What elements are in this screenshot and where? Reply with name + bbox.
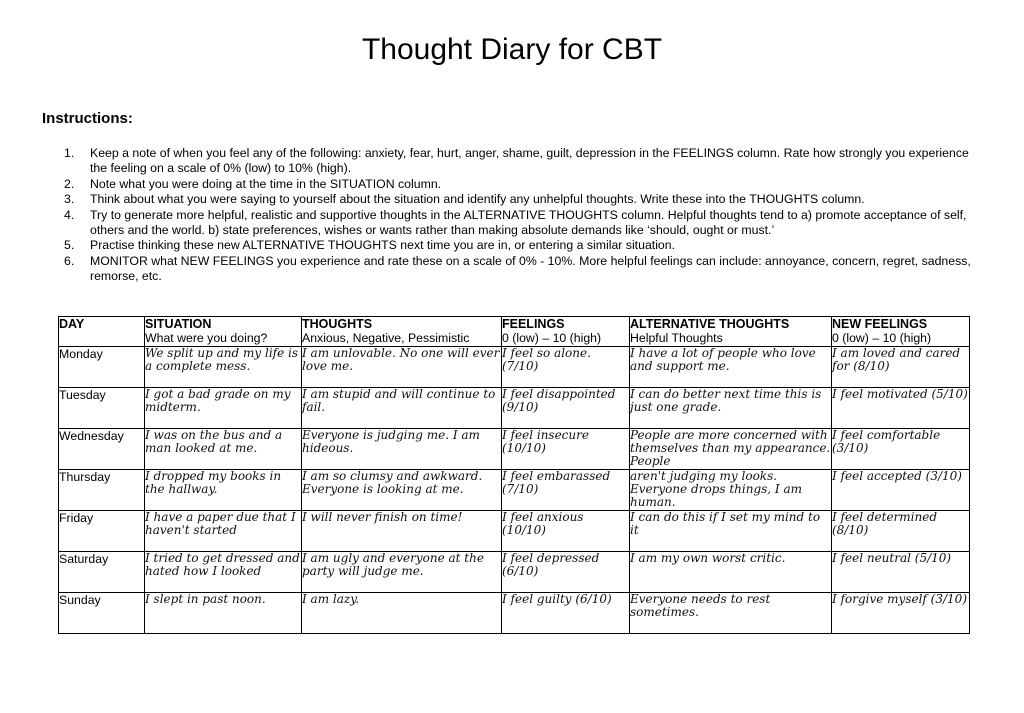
instruction-item bbox=[64, 208, 974, 239]
instruction-number: 5. bbox=[64, 238, 75, 253]
alternative-thoughts-cell: I have a lot of people who love and support me. bbox=[630, 347, 832, 388]
day-cell: Thursday bbox=[59, 470, 145, 511]
alternative-thoughts-cell: I can do better next time this is just one grade. bbox=[630, 388, 832, 429]
situation-cell: I dropped my books in the hallway. bbox=[145, 470, 302, 511]
column-header-thoughts bbox=[302, 317, 502, 347]
alternative-thoughts-cell: People are more concerned with themselves than my appearance. People bbox=[630, 428, 831, 468]
instruction-item bbox=[64, 238, 974, 253]
instructions-list bbox=[64, 146, 974, 285]
column-title: ALTERNATIVE THOUGHTS bbox=[630, 317, 790, 331]
day-cell: Sunday bbox=[59, 593, 145, 634]
page-title: Thought Diary for CBT bbox=[361, 33, 663, 66]
new-feelings-cell: I feel comfortable (3/10) bbox=[832, 429, 970, 470]
thoughts-cell: I am ugly and everyone at the party will judge me. bbox=[302, 552, 502, 593]
thoughts-cell: I am stupid and will continue to fail. bbox=[302, 388, 502, 429]
situation-cell: I was on the bus and a man looked at me. bbox=[145, 429, 302, 470]
situation-cell: I have a paper due that I haven't started bbox=[145, 511, 302, 552]
alternative-thoughts-cell: aren't judging my looks. Everyone drops things, I am human. bbox=[630, 470, 832, 511]
day-cell: Saturday bbox=[59, 552, 145, 593]
thought-diary-table bbox=[58, 316, 970, 634]
thoughts-cell: I will never finish on time! bbox=[302, 511, 502, 552]
alternative-thoughts-cell: Everyone needs to rest sometimes. bbox=[630, 593, 832, 634]
instruction-number: 4. bbox=[64, 207, 75, 222]
column-title: THOUGHTS bbox=[302, 317, 373, 331]
thoughts-cell: I am unlovable. No one will ever love me. bbox=[302, 347, 502, 388]
alternative-thoughts-cell: I am my own worst critic. bbox=[630, 552, 832, 593]
table-row bbox=[59, 552, 970, 593]
column-subtitle: Anxious, Negative, Pessimistic bbox=[302, 331, 470, 345]
feelings-cell: I feel guilty (6/10) bbox=[502, 593, 630, 634]
day-cell: Friday bbox=[59, 511, 145, 552]
column-subtitle: 0 (low) – 10 (high) bbox=[502, 331, 602, 345]
column-subtitle: What were you doing? bbox=[145, 331, 268, 345]
day-cell: Tuesday bbox=[59, 388, 145, 429]
new-feelings-cell: I feel determined (8/10) bbox=[832, 511, 970, 552]
feelings-cell: I feel disappointed (9/10) bbox=[502, 388, 630, 429]
column-subtitle: Helpful Thoughts bbox=[630, 331, 723, 345]
table-row bbox=[59, 429, 970, 470]
instruction-number: 3. bbox=[64, 192, 75, 207]
situation-cell: We split up and my life is a complete mess. bbox=[145, 347, 302, 388]
column-header-feelings bbox=[502, 317, 630, 347]
instruction-text: Keep a note of when you feel any of the following: anxiety, fear, hurt, anger, shame, guilt, depression in the FEELINGS column. Rate how strongly you experience the feeling on a scale of 0% (low) to 10% (high). bbox=[90, 146, 969, 176]
column-header-day: DAY bbox=[59, 317, 145, 347]
table-header-row bbox=[59, 317, 970, 347]
instructions-heading: Instructions: bbox=[42, 110, 133, 127]
feelings-cell: I feel embarassed (7/10) bbox=[502, 470, 630, 511]
column-title: SITUATION bbox=[145, 317, 212, 331]
instruction-text: Think about what you were saying to yourself about the situation and identify any unhelpful thoughts. Write these into the THOUGHTS column. bbox=[90, 192, 865, 207]
column-subtitle: 0 (low) – 10 (high) bbox=[832, 331, 932, 345]
column-title: FEELINGS bbox=[502, 317, 565, 331]
thoughts-cell: Everyone is judging me. I am hideous. bbox=[302, 429, 502, 470]
column-header-alternative-thoughts bbox=[630, 317, 832, 347]
feelings-cell: I feel anxious (10/10) bbox=[502, 511, 630, 552]
thoughts-cell: I am lazy. bbox=[302, 593, 502, 634]
instruction-item bbox=[64, 254, 974, 285]
feelings-cell: I feel depressed (6/10) bbox=[502, 552, 630, 593]
new-feelings-cell: I forgive myself (3/10) bbox=[832, 593, 970, 634]
instruction-item bbox=[64, 177, 974, 192]
situation-cell: I slept in past noon. bbox=[145, 593, 302, 634]
new-feelings-cell: I feel accepted (3/10) bbox=[832, 470, 970, 511]
instruction-number: 2. bbox=[64, 176, 75, 191]
new-feelings-cell: I feel motivated (5/10) bbox=[832, 388, 970, 429]
instruction-item bbox=[64, 146, 974, 177]
column-header-new-feelings bbox=[832, 317, 970, 347]
instruction-text: Note what you were doing at the time in the SITUATION column. bbox=[90, 176, 442, 191]
feelings-cell: I feel insecure (10/10) bbox=[502, 429, 630, 470]
new-feelings-cell: I feel neutral (5/10) bbox=[832, 552, 970, 593]
column-title: NEW FEELINGS bbox=[832, 317, 928, 331]
instruction-text: Try to generate more helpful, realistic and supportive thoughts in the ALTERNATIVE THOUGHTS column. Helpful thoughts tend to a) promote acceptance of self, others and the world. b) state preferences, wishes or wants rather than making absolute demands like ‘should, ought or must.’ bbox=[90, 207, 967, 238]
day-cell: Monday bbox=[59, 347, 145, 388]
instruction-text: MONITOR what NEW FEELINGS you experience and rate these on a scale of 0% - 10%. More helpful feelings can include: annoyance, concern, regret, sadness, remorse, etc. bbox=[90, 253, 971, 284]
day-cell: Wednesday bbox=[59, 429, 145, 470]
situation-cell: I got a bad grade on my midterm. bbox=[145, 388, 302, 429]
thoughts-cell: I am so clumsy and awkward. Everyone is looking at me. bbox=[302, 470, 502, 511]
table-row bbox=[59, 388, 970, 429]
instruction-number: 6. bbox=[64, 253, 75, 268]
table-row bbox=[59, 470, 970, 511]
feelings-cell: I feel so alone. (7/10) bbox=[502, 347, 630, 388]
table-row bbox=[59, 593, 970, 634]
new-feelings-cell: I am loved and cared for (8/10) bbox=[832, 347, 970, 388]
instruction-item bbox=[64, 192, 974, 207]
instruction-number: 1. bbox=[64, 146, 75, 160]
column-header-situation bbox=[145, 317, 302, 347]
table-row bbox=[59, 511, 970, 552]
alternative-thoughts-cell: I can do this if I set my mind to it bbox=[630, 511, 832, 552]
situation-cell: I tried to get dressed and hated how I looked bbox=[145, 552, 302, 593]
instruction-text: Practise thinking these new ALTERNATIVE THOUGHTS next time you are in, or entering a similar situation. bbox=[90, 238, 676, 253]
table-row bbox=[59, 347, 970, 388]
